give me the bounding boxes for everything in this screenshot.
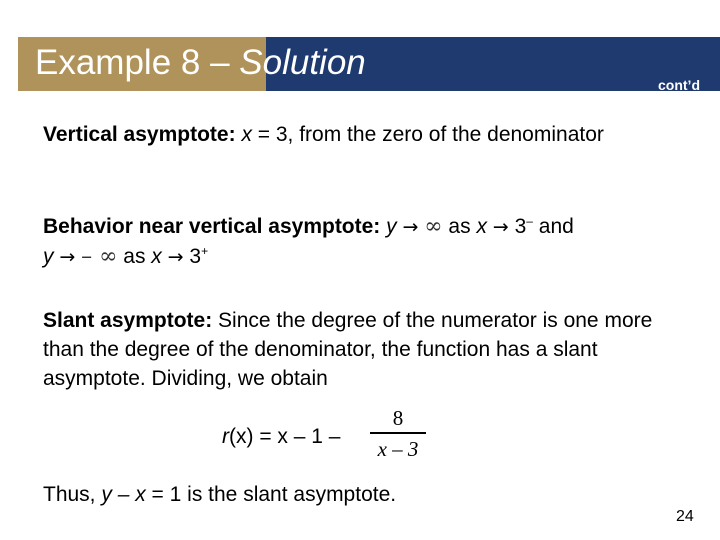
vertical-asymptote-label: Vertical asymptote:: [43, 123, 236, 146]
title-main: Example 8 –: [35, 43, 240, 82]
arrow-symbol: →: [59, 246, 76, 268]
arrow-symbol: →: [167, 246, 184, 268]
slide-title: [35, 43, 366, 83]
slant-asymptote-paragraph: [43, 306, 693, 393]
title-italic: Solution: [239, 43, 366, 82]
behavior-y: y: [43, 245, 54, 268]
vertical-text: = 3, from the zero of the denominator: [251, 123, 604, 146]
fraction: [368, 404, 428, 464]
continued-label: cont’d: [658, 77, 700, 93]
equation-rest: = x – 1 –: [253, 425, 341, 448]
fraction-denominator: x – 3: [377, 436, 419, 461]
equation-left-side: [222, 425, 340, 449]
conclusion-lead: Thus,: [43, 483, 102, 506]
vertical-var: x: [241, 123, 252, 146]
vertical-asymptote-paragraph: [43, 120, 703, 149]
behavior-label: Behavior near vertical asymptote:: [43, 215, 381, 238]
as-text: as: [117, 245, 152, 268]
conclusion-text: = 1 is the slant asymptote.: [145, 483, 397, 506]
behavior-y: y: [386, 215, 397, 238]
behavior-x: x: [476, 215, 487, 238]
equation-function-name: r: [222, 425, 229, 448]
minus-superscript: –: [526, 214, 533, 228]
slant-text: Since the degree of the numerator is one more than the degree of the denominator, the function has a slant asymptote. Dividing, we obtain: [43, 309, 653, 390]
three-value: 3: [189, 245, 202, 268]
arrow-symbol: →: [402, 216, 419, 238]
page-number: 24: [676, 508, 694, 525]
title-bar: [18, 37, 720, 91]
behavior-paragraph: [43, 212, 703, 272]
and-text: and: [532, 215, 574, 238]
behavior-x: x: [151, 245, 162, 268]
plus-superscript: +: [201, 244, 209, 258]
slant-asymptote-label: Slant asymptote:: [43, 309, 213, 332]
fraction-numerator: 8: [392, 406, 404, 430]
negative-infinity-symbol: – ∞: [81, 244, 118, 269]
conclusion-paragraph: [43, 480, 703, 509]
arrow-symbol: →: [492, 216, 509, 238]
conclusion-expression: y – x: [101, 483, 146, 506]
equation-argument: (x): [229, 425, 254, 448]
three-value: 3: [514, 215, 527, 238]
as-text: as: [442, 215, 477, 238]
infinity-symbol: ∞: [424, 214, 443, 239]
